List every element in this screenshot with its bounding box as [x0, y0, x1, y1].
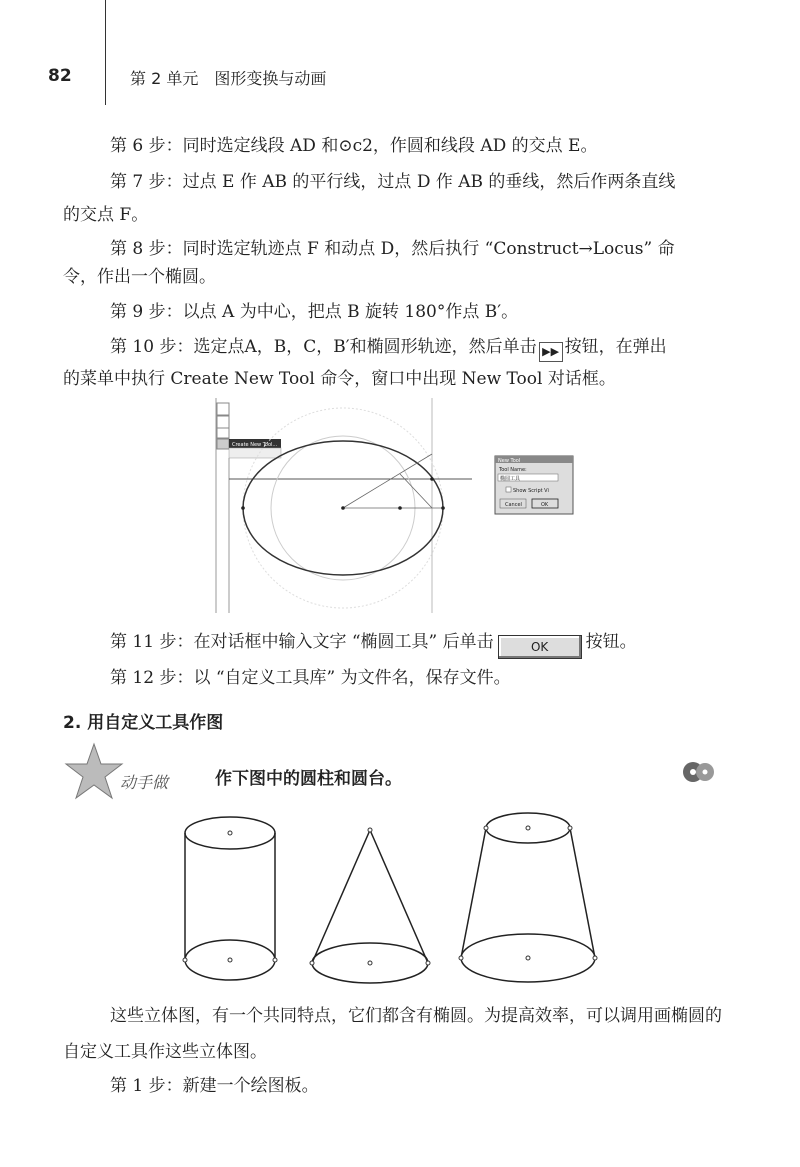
step-12: 第 12 步：以 “自定义工具库” 为文件名，保存文件。 — [110, 668, 511, 688]
dialog-checkbox-label: Show Script Vi — [513, 488, 549, 494]
step-10-line1 — [110, 335, 667, 362]
closing-step-1: 第 1 步：新建一个绘图板。 — [110, 1076, 319, 1096]
section-heading: 2. 用自定义工具作图 — [63, 713, 224, 733]
closing-paragraph: 这些立体图，有一个共同特点，它们都含有椭圆。为提高效率，可以调用画椭圆的自定义工具作这些立体图。 — [63, 1006, 722, 1062]
ok-button-image: OK — [498, 635, 582, 659]
dialog-field-label: Tool Name: — [499, 467, 527, 473]
unit-title: 第 2 单元 图形变换与动画 — [130, 69, 327, 88]
step-10-part2: 按钮，在弹出 — [564, 337, 667, 357]
menu-item-create-tool: Create New Tool... — [232, 442, 278, 448]
sketchpad-screenshot — [210, 398, 590, 613]
star-badge-icon — [62, 740, 126, 804]
step-7-line2: 的交点 F。 — [63, 205, 149, 225]
cylinder — [183, 817, 277, 980]
step-9: 第 9 步：以点 A 为中心，把点 B 旋转 180°作点 B′。 — [110, 302, 519, 322]
step-10-part1: 第 10 步：选定点A，B，C，B′和椭圆形轨迹，然后单击 — [110, 337, 537, 357]
cone — [310, 828, 430, 983]
dialog-field-value: 椭圆工具 — [500, 476, 521, 482]
dialog-cancel-label: Cancel — [505, 502, 522, 508]
step-11 — [110, 630, 637, 659]
dialog-ok-label: OK — [541, 502, 549, 508]
step-11-part2: 按钮。 — [585, 632, 637, 652]
step-11-part1: 第 11 步：在对话框中输入文字 “椭圆工具” 后单击 — [110, 632, 494, 652]
step-8-line2: 令，作出一个椭圆。 — [63, 267, 216, 287]
task-text: 作下图中的圆柱和圆台。 — [215, 769, 402, 789]
show-script-checkbox[interactable] — [506, 487, 511, 492]
frustum — [459, 813, 597, 982]
step-7-line1: 第 7 步：过点 E 作 AB 的平行线，过点 D 作 AB 的垂线，然后作两条直线 — [110, 172, 676, 192]
step-10-line2: 的菜单中执行 Create New Tool 命令，窗口中出现 New Tool 对话框。 — [63, 369, 616, 389]
page-number: 82 — [48, 66, 72, 86]
task-badge-label: 动手做 — [120, 773, 169, 792]
cd-icon — [678, 760, 718, 784]
step-6: 第 6 步：同时选定线段 AD 和⊙c2，作圆和线段 AD 的交点 E。 — [110, 136, 598, 156]
fast-forward-icon: ▶▶ — [539, 342, 563, 362]
header-rule — [105, 0, 106, 105]
step-8-line1: 第 8 步：同时选定轨迹点 F 和动点 D，然后执行 “Construct→Locus” 命 — [110, 239, 675, 259]
dialog-title: New Tool — [498, 458, 521, 464]
solids-figure — [170, 808, 620, 998]
